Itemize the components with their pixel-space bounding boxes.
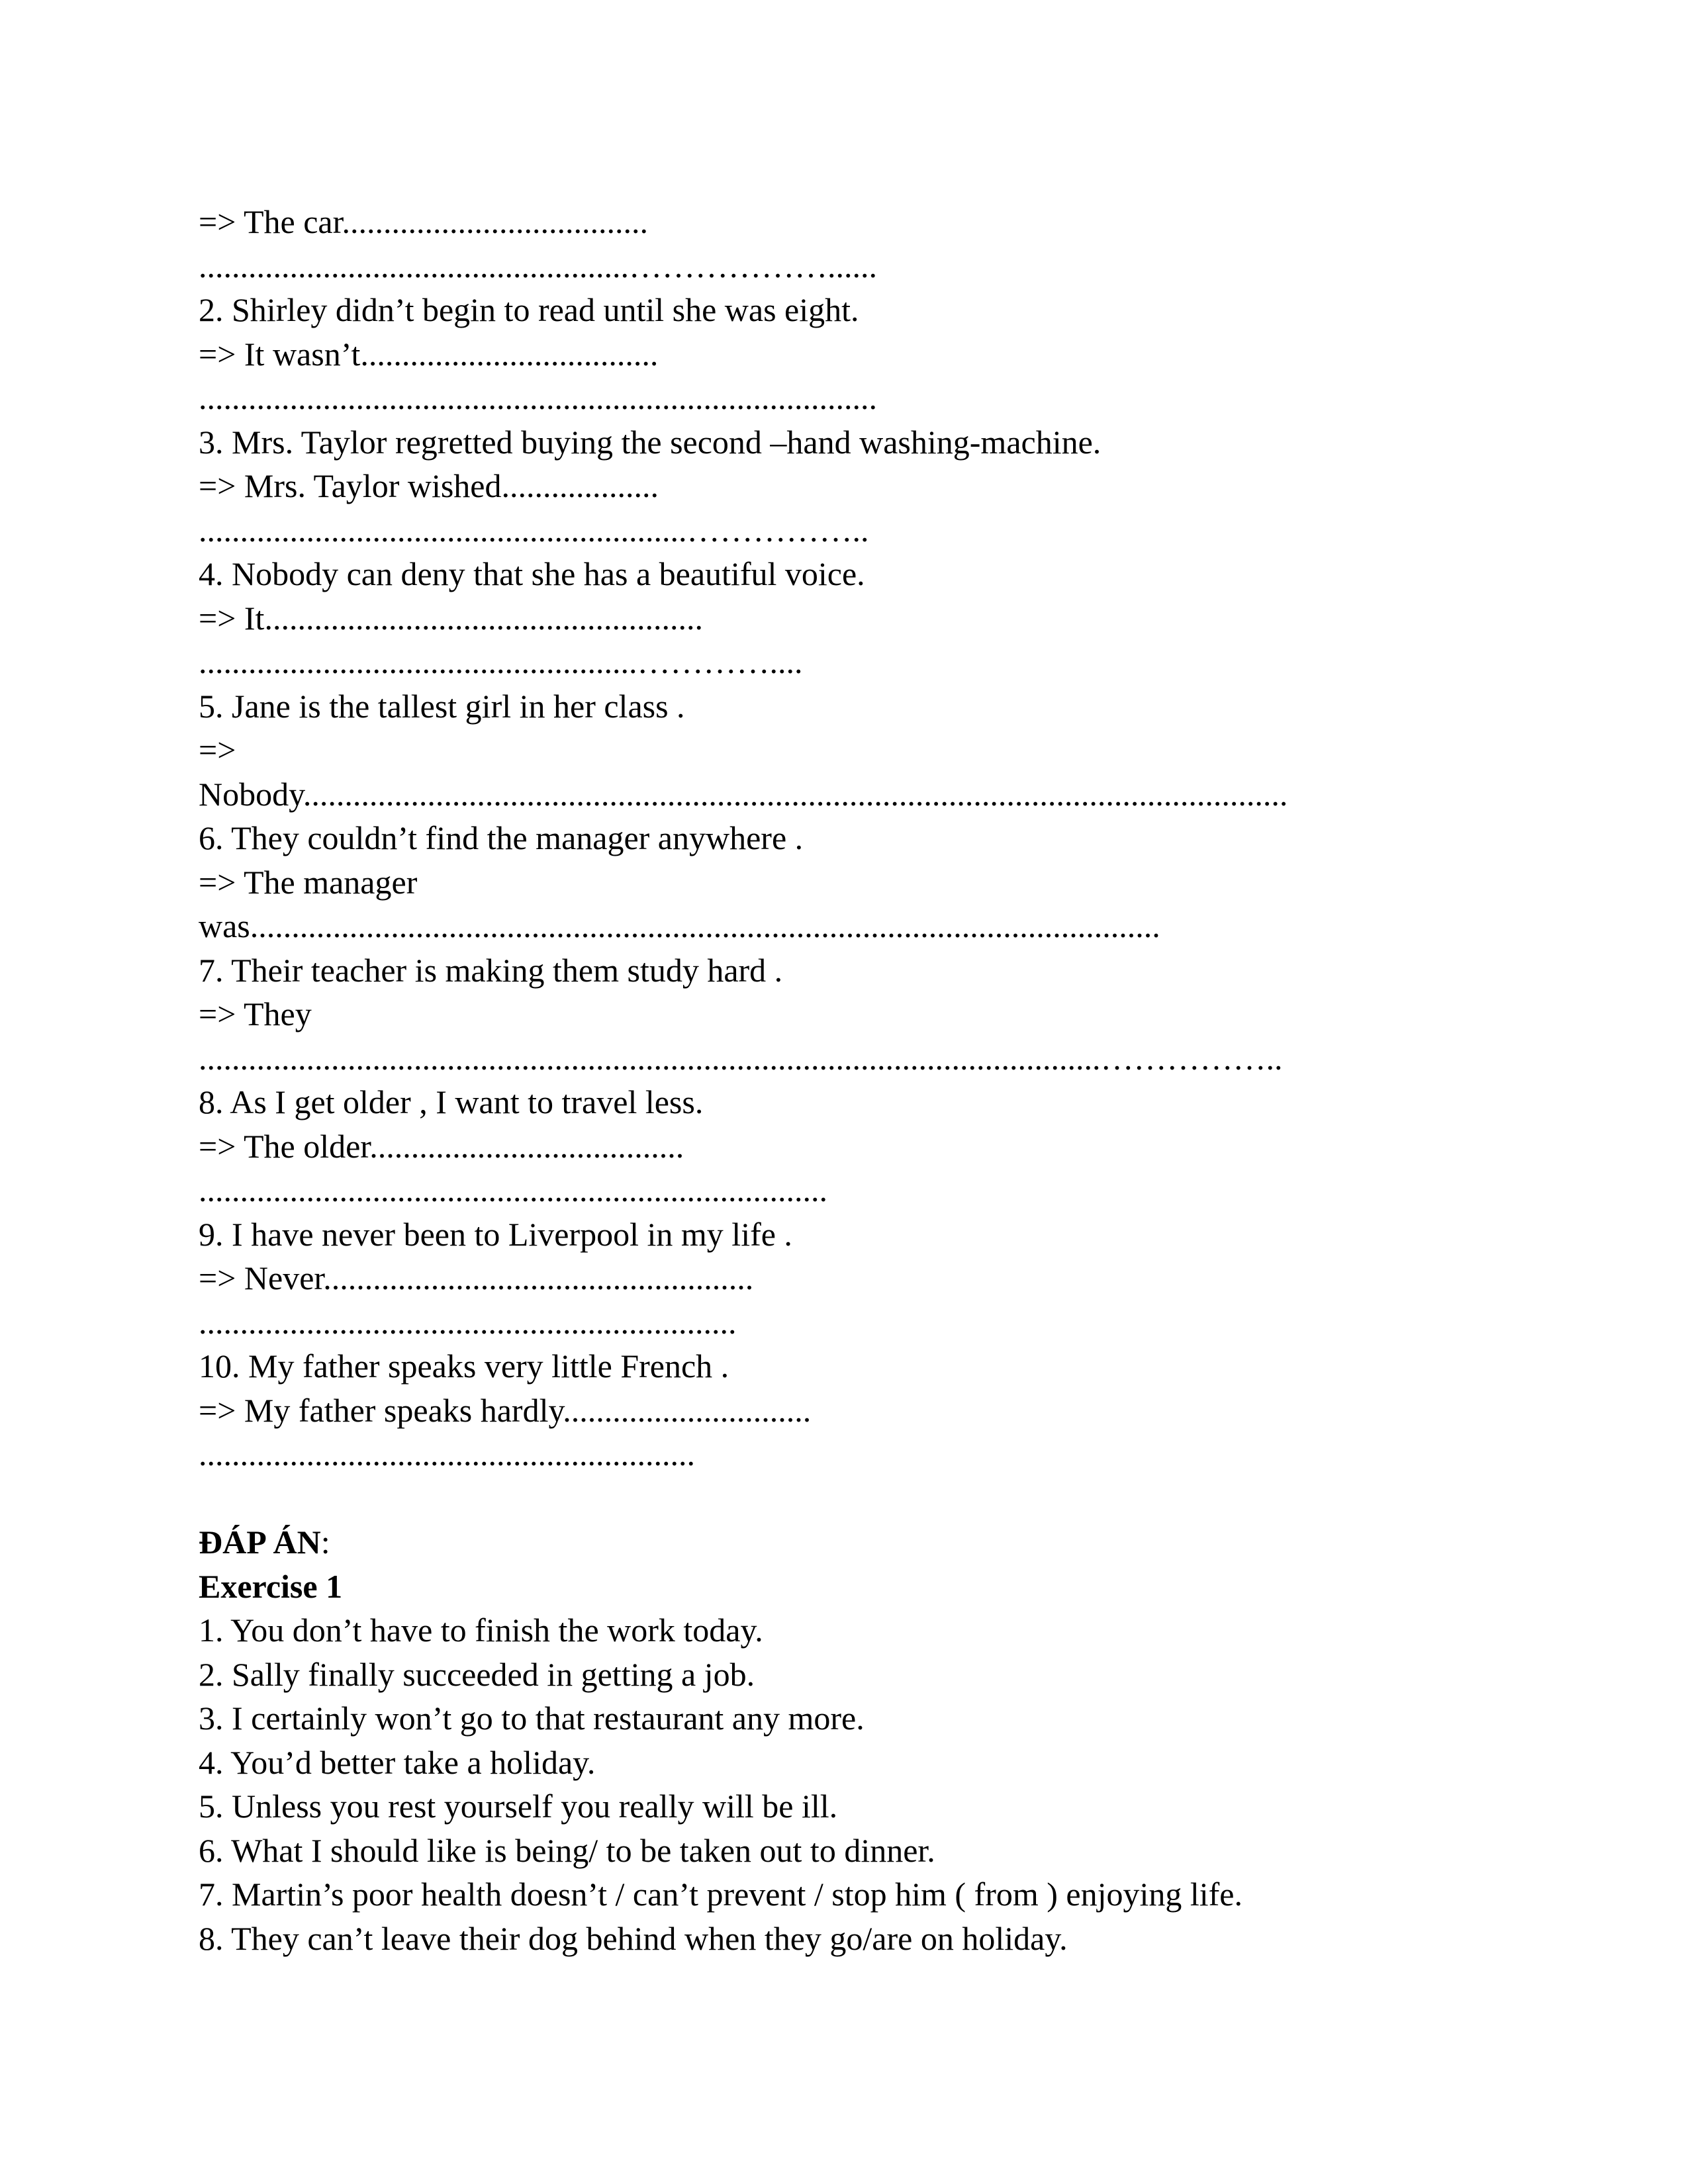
exercise-line: was.............................................................................................................. — [199, 907, 1160, 944]
document-page — [199, 200, 1523, 1960]
answer-item: 8. They can’t leave their dog behind when they go/are on holiday. — [199, 1919, 1068, 1957]
answer-item: 2. Sally finally succeeded in getting a job. — [199, 1655, 755, 1693]
exercise-line: 5. Jane is the tallest girl in her class . — [199, 687, 685, 725]
exercise-line: 2. Shirley didn’t begin to read until she was eight. — [199, 291, 859, 328]
answers-heading-colon: : — [320, 1524, 330, 1561]
exercise-line: => Never.................................................... — [199, 1259, 754, 1297]
exercise-line: ................................................................. — [199, 1303, 737, 1341]
answers-heading — [199, 1520, 1523, 1565]
exercise-line: => The car..................................... — [199, 203, 649, 240]
exercise-line: => They — [199, 995, 312, 1032]
exercise-line: => The older...................................... — [199, 1127, 684, 1165]
exercise-line: => It..................................................... — [199, 599, 703, 637]
exercise-line: .....................................................………….... — [199, 643, 803, 680]
exercise-line: Nobody....................................................................................................................... — [199, 775, 1288, 813]
exercise-line: 8. As I get older , I want to travel less. — [199, 1083, 704, 1120]
answer-item: 4. You’d better take a holiday. — [199, 1743, 596, 1781]
answers-section — [199, 1520, 1523, 1960]
exercise-section — [199, 200, 1523, 1477]
exercise-line: 9. I have never been to Liverpool in my life . — [199, 1215, 792, 1253]
exercise-line: 6. They couldn’t find the manager anywhere . — [199, 819, 804, 856]
exercise-line: => It wasn’t.................................... — [199, 335, 659, 373]
exercise-line: => — [199, 731, 236, 768]
exercise-line: ....................................................………………...... — [199, 247, 877, 285]
exercise-line: => Mrs. Taylor wished................... — [199, 467, 659, 504]
answer-item: 6. What I should like is being/ to be taken out to dinner. — [199, 1831, 935, 1869]
exercise-line: 3. Mrs. Taylor regretted buying the second –hand washing-machine. — [199, 423, 1102, 461]
answer-item: 1. You don’t have to finish the work today. — [199, 1612, 763, 1649]
exercise-line: ............................................................ — [199, 1435, 695, 1473]
exercise-line: .................................................................................. — [199, 379, 877, 416]
blank-line — [199, 1477, 1523, 1521]
exercise-line: ............................................................................ — [199, 1171, 827, 1208]
exercise-line: 4. Nobody can deny that she has a beautiful voice. — [199, 555, 865, 592]
exercise-line: 10. My father speaks very little French . — [199, 1347, 729, 1385]
answer-item: 5. Unless you rest yourself you really will be ill. — [199, 1788, 838, 1825]
answers-exercise-title: Exercise 1 — [199, 1567, 343, 1605]
exercise-line: .............................................................................................................…………….. — [199, 1039, 1283, 1077]
exercise-line: 7. Their teacher is making them study hard . — [199, 951, 783, 989]
exercise-line: ...........................................................…………….. — [199, 511, 869, 549]
answer-item: 3. I certainly won’t go to that restaurant any more. — [199, 1700, 865, 1737]
answer-item: 7. Martin’s poor health doesn’t / can’t prevent / stop him ( from ) enjoying life. — [199, 1876, 1243, 1913]
exercise-line: => My father speaks hardly.............................. — [199, 1391, 812, 1429]
answers-heading-text: ĐÁP ÁN — [199, 1524, 321, 1561]
exercise-line: => The manager — [199, 863, 418, 901]
